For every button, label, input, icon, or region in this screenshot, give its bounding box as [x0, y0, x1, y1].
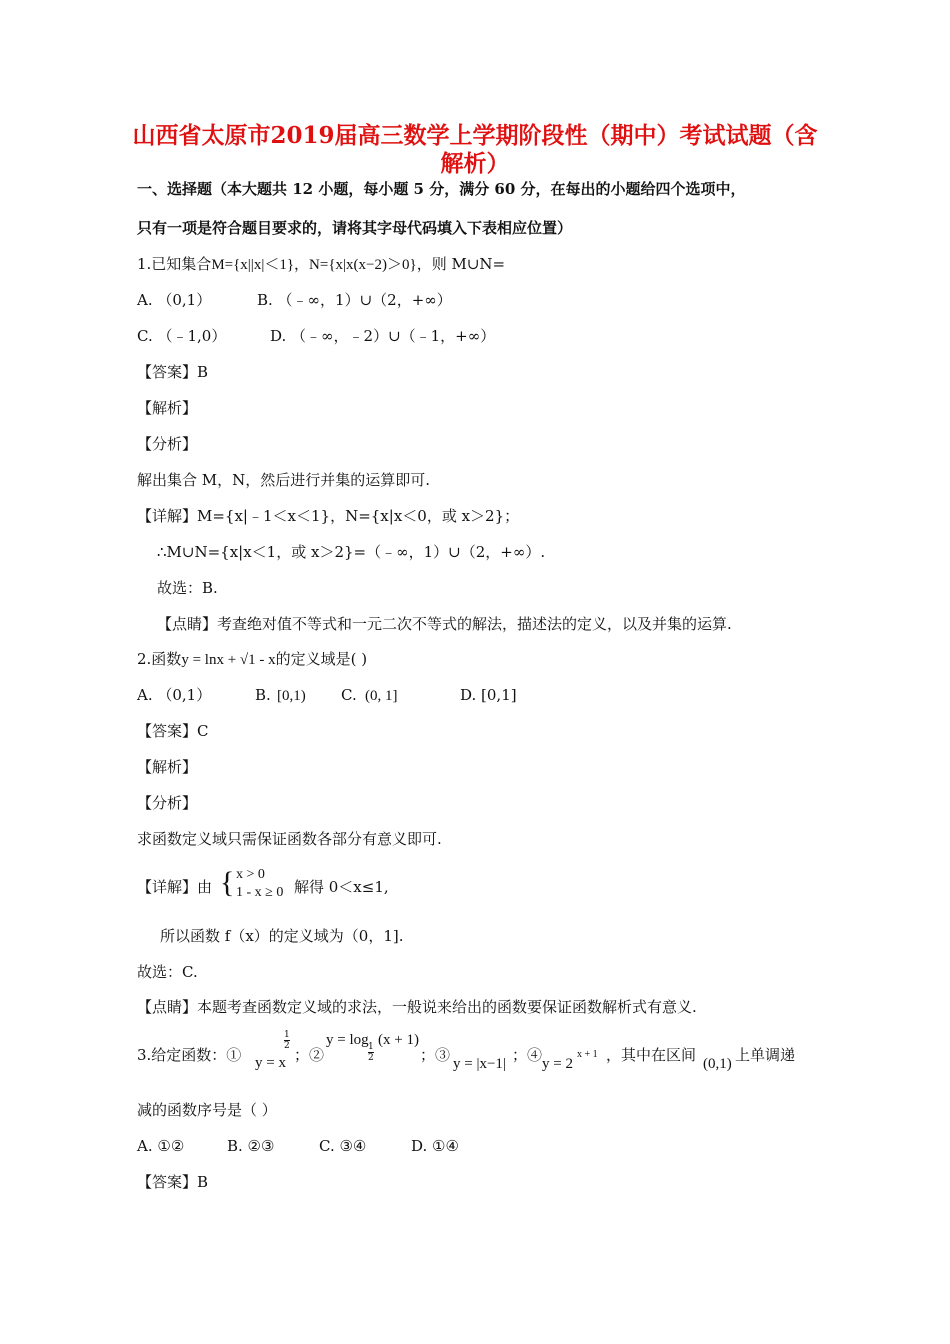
- q2-analysis: 求函数定义域只需保证函数各部分有意义即可.: [137, 830, 442, 848]
- q1-set-m: M={x||x|＜1}: [211, 257, 295, 273]
- q3-answer: 【答案】B: [137, 1173, 209, 1191]
- q1-analysis: 解出集合 M，N，然后进行并集的运算即可.: [137, 471, 431, 489]
- section-heading-line2: 只有一项是符合题目要求的，请将其字母代码填入下表相应位置）: [137, 219, 573, 237]
- q1-option-c: C. （﹣1,0）: [137, 327, 227, 345]
- q2-detail-line2: 所以函数 f（x）的定义域为（0，1].: [160, 927, 404, 945]
- q2-fenxi-label: 【分析】: [137, 794, 198, 812]
- q3-f2-base-denominator: 2: [368, 1053, 374, 1063]
- q3-function-2-base: [368, 1042, 374, 1063]
- q1-stem-suffix: ，则 M∪N=: [416, 255, 506, 273]
- q3-function-2: y = log: [326, 1032, 369, 1048]
- q3-f2-base-numerator: 1: [368, 1042, 374, 1052]
- q2-option-d: D. [0,1]: [460, 686, 517, 704]
- q2-option-b-label: B.: [255, 686, 271, 704]
- q3-option-a: A. ①②: [137, 1137, 185, 1155]
- document-title-line1: 山西省太原市2019届高三数学上学期阶段性（期中）考试试题（含: [132, 122, 818, 149]
- q3-options: [137, 1136, 459, 1156]
- q3-function-2-argument: (x + 1): [378, 1032, 419, 1048]
- q2-stem: [137, 649, 367, 670]
- q1-stem-prefix: 1.已知集合: [137, 255, 212, 273]
- q2-detail-prefix: 【详解】由: [137, 878, 213, 896]
- q3-function-4: y = 2: [542, 1056, 573, 1072]
- q2-options: [137, 685, 517, 706]
- q3-function-3: y = |x−1|: [453, 1056, 506, 1072]
- q3-option-c: C. ③④: [319, 1137, 367, 1155]
- q2-function: y = lnx + √1 - x: [181, 652, 276, 668]
- q3-f1-exp-denominator: 2: [284, 1041, 290, 1051]
- q1-answer: 【答案】B: [137, 363, 209, 381]
- q2-stem-prefix: 2.函数: [137, 650, 182, 668]
- q1-option-d: D. （﹣∞，﹣2）∪（﹣1，+∞）: [270, 327, 496, 345]
- q1-sep: ，: [294, 255, 310, 273]
- q3-function-1-exponent: [284, 1030, 290, 1051]
- q1-detail-line2: ∴M∪N={x|x＜1，或 x＞2}=（﹣∞，1）∪（2，+∞）.: [157, 543, 546, 561]
- q1-detail-line1: 【详解】M={x|﹣1＜x＜1}，N={x|x＜0，或 x＞2}；: [137, 507, 520, 525]
- q3-sep-2: ；③: [420, 1046, 451, 1064]
- q2-system-line2: 1 - x ≥ 0: [236, 885, 284, 900]
- q2-option-c-label: C.: [341, 686, 357, 704]
- q1-option-a: A. （0,1）: [137, 291, 212, 309]
- q3-interval: (0,1): [703, 1056, 732, 1072]
- q1-choice: 故选：B.: [157, 579, 218, 597]
- q1-options-row2: [137, 326, 495, 346]
- q2-option-c-value: (0, 1]: [365, 688, 398, 704]
- q1-set-n: N={x|x(x−2)＞0}: [309, 257, 417, 273]
- q3-sep-1: ；②: [294, 1046, 325, 1064]
- q3-f1-exp-numerator: 1: [284, 1030, 290, 1040]
- q2-stem-suffix: 的定义域是( ): [275, 650, 368, 668]
- document-title-line2: 解析）: [440, 150, 510, 177]
- q1-stem: [137, 254, 505, 275]
- q1-dianjing: 【点睛】考查绝对值不等式和一元二次不等式的解法，描述法的定义，以及并集的运算.: [157, 615, 732, 633]
- section-heading-line1: 一、选择题（本大题共 12 小题，每小题 5 分，满分 60 分，在每出的小题给四个选项中，: [137, 180, 746, 198]
- q2-option-b-value: [0,1): [277, 688, 306, 704]
- q1-jiexi-label: 【解析】: [137, 399, 198, 417]
- q3-option-b: B. ②③: [227, 1137, 275, 1155]
- q1-option-b: B. （﹣∞，1）∪（2，+∞）: [257, 291, 452, 309]
- q3-sep-3: ；④: [512, 1046, 543, 1064]
- q3-stem-line2: 减的函数序号是（ ）: [137, 1101, 277, 1119]
- q3-stem-prefix: 3.给定函数：①: [137, 1046, 242, 1064]
- q3-stem-mid: ，其中在区间: [606, 1046, 697, 1064]
- q3-stem-suffix: 上单调递: [735, 1046, 796, 1064]
- q2-dianjing: 【点睛】本题考查函数定义域的求法，一般说来给出的函数要保证函数解析式有意义.: [137, 998, 697, 1016]
- q1-options-row1: [137, 290, 452, 310]
- q1-fenxi-label: 【分析】: [137, 435, 198, 453]
- q3-function-4-exponent: x + 1: [577, 1049, 598, 1060]
- q2-jiexi-label: 【解析】: [137, 758, 198, 776]
- q2-answer: 【答案】C: [137, 722, 209, 740]
- q2-option-a: A. （0,1）: [137, 686, 212, 704]
- q3-option-d: D. ①④: [411, 1137, 459, 1155]
- q2-choice: 故选：C.: [137, 963, 198, 981]
- q2-system-line1: x > 0: [236, 867, 265, 882]
- q3-function-1: y = x: [255, 1055, 286, 1071]
- q2-detail-suffix: 解得 0＜x≤1,: [294, 878, 389, 896]
- q2-system-brace: {: [220, 866, 235, 899]
